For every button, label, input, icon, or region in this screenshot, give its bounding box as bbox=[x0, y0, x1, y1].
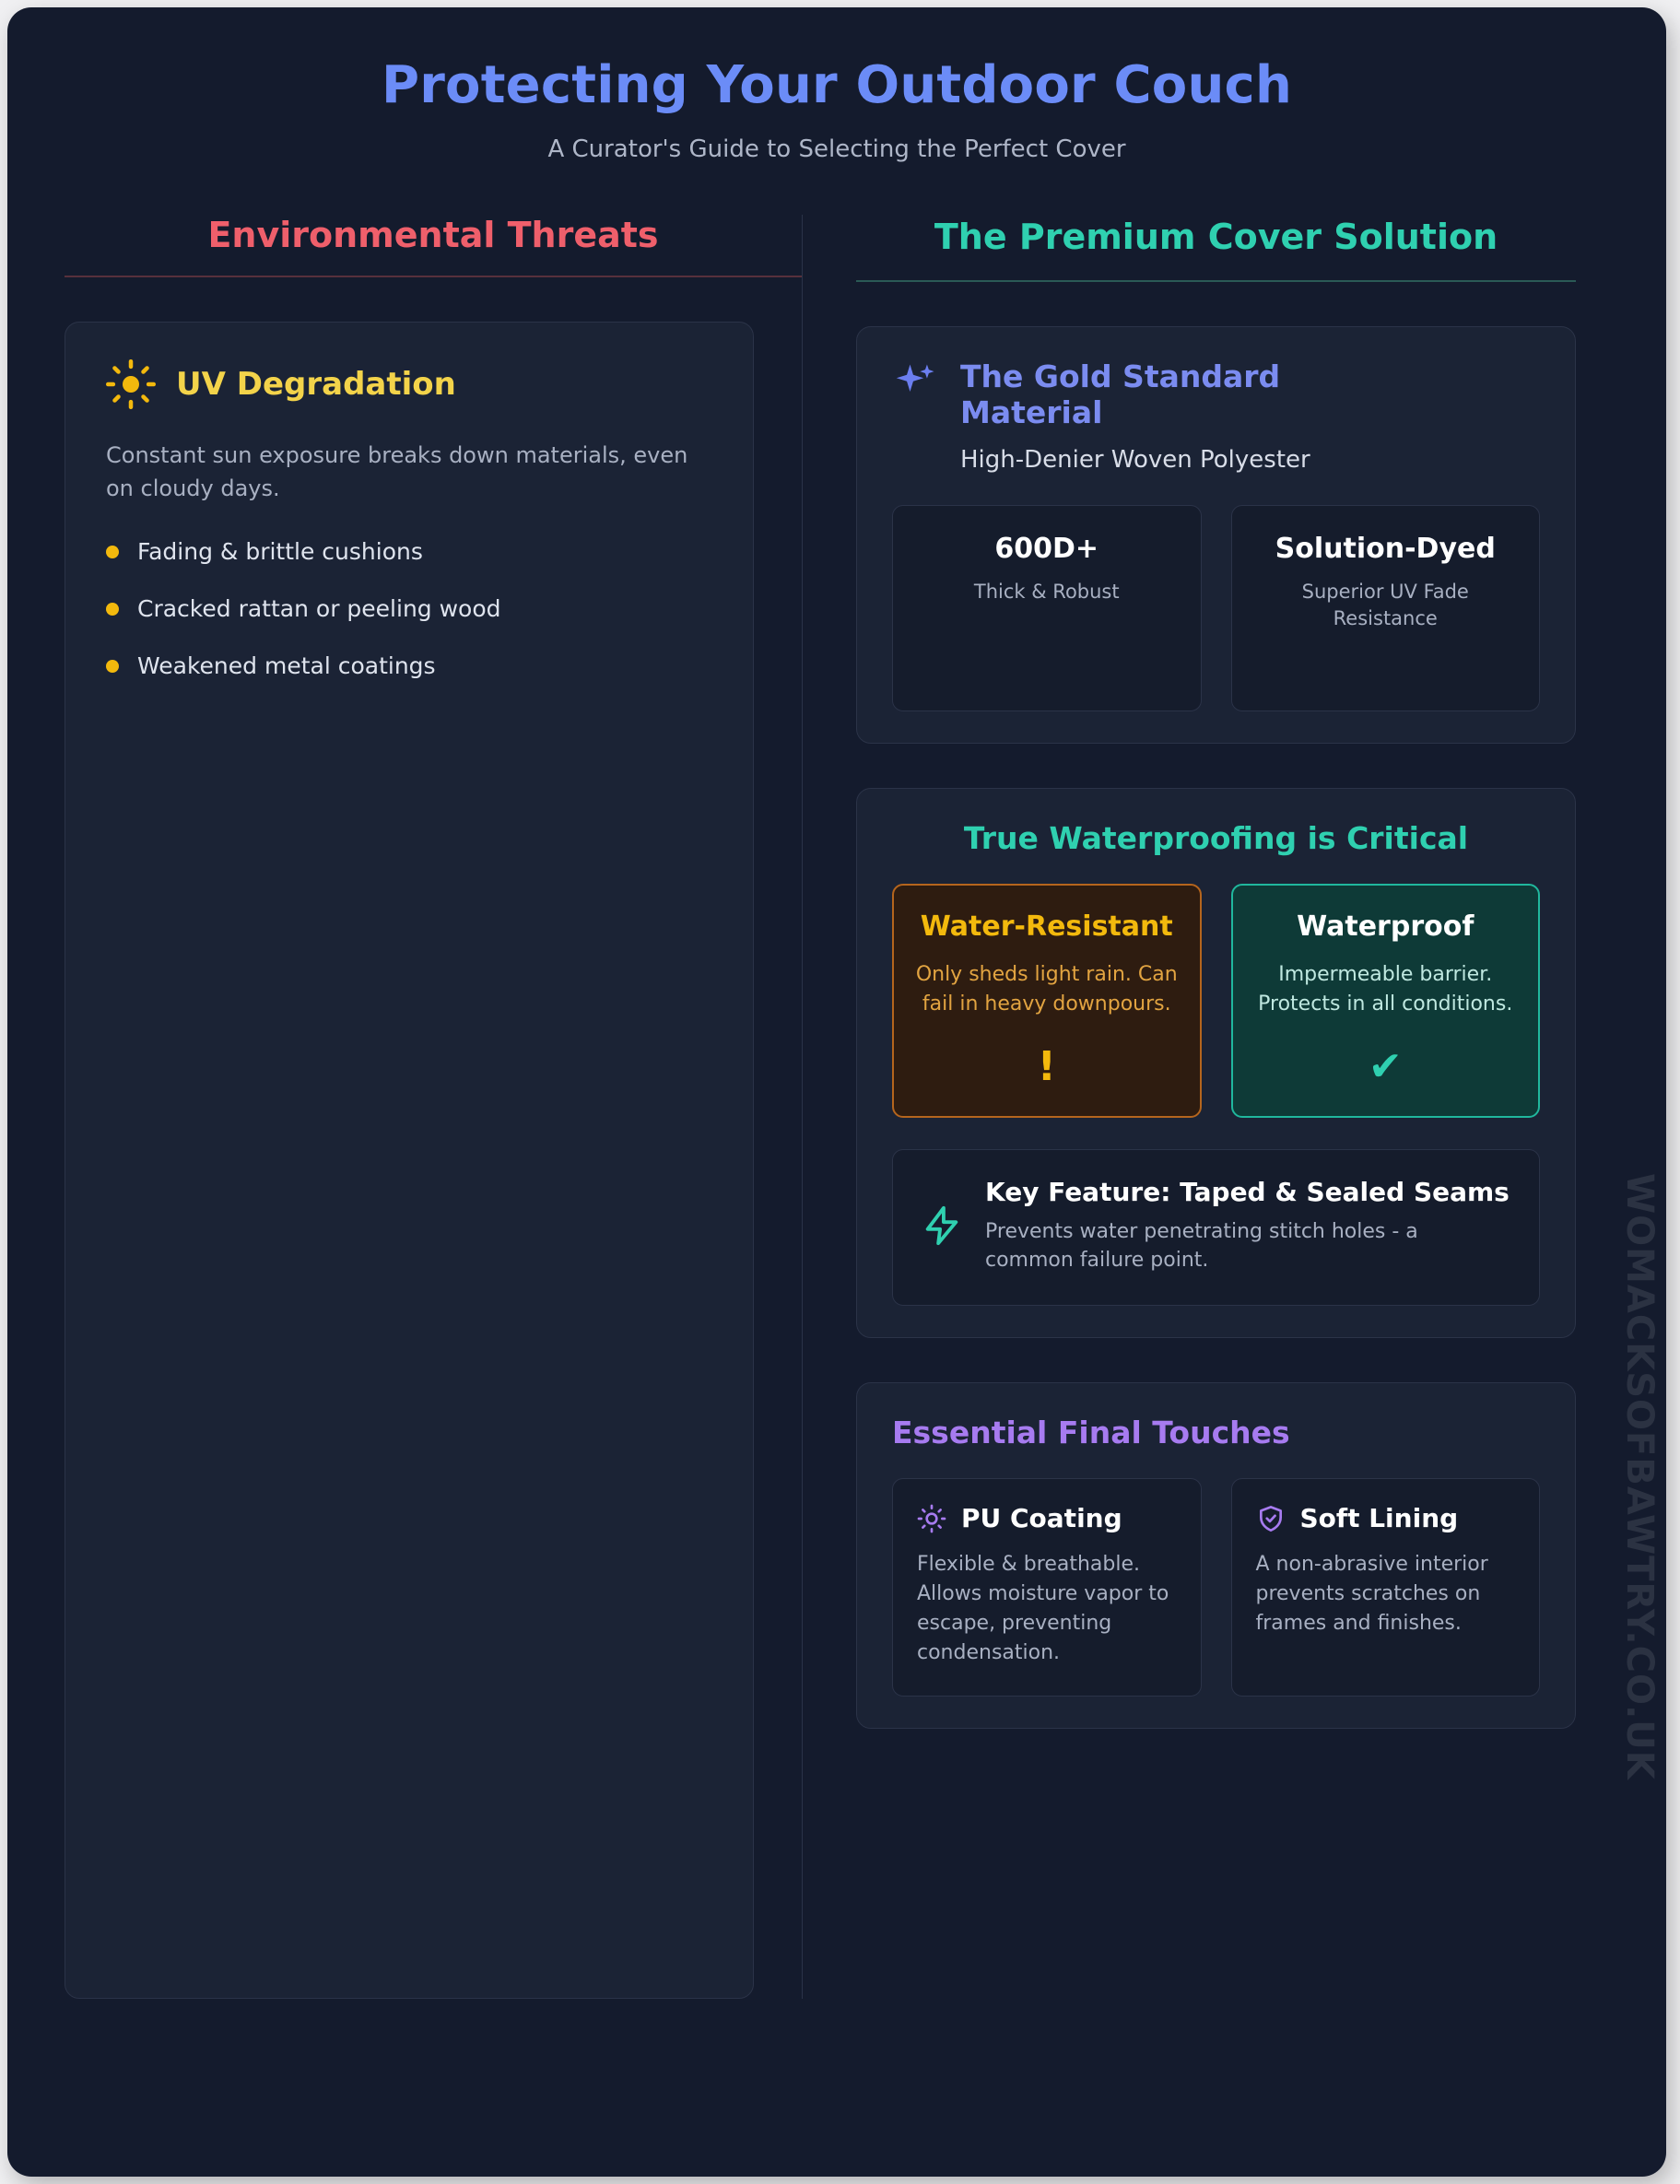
water-resistant-card bbox=[892, 884, 1202, 1118]
threat-bullet-list bbox=[106, 538, 712, 679]
warning-mark-icon: ! bbox=[1037, 1043, 1056, 1091]
feature-card bbox=[892, 1149, 1540, 1306]
material-subtitle: High-Denier Woven Polyester bbox=[960, 445, 1310, 474]
feature-text: Prevents water penetrating stitch holes - a common failure point. bbox=[985, 1220, 1418, 1273]
list-item-label: Fading & brittle cushions bbox=[137, 538, 423, 565]
threat-description: Constant sun exposure breaks down materials, even on cloudy days. bbox=[106, 442, 688, 501]
pu-coating-card bbox=[892, 1478, 1202, 1697]
spec-title: 600D+ bbox=[994, 532, 1099, 565]
bolt-icon bbox=[921, 1204, 963, 1247]
threat-card bbox=[65, 322, 754, 1999]
watermark: WOMACKSOFBAWTRY.CO.UK bbox=[1618, 1173, 1661, 1780]
sun-small-icon bbox=[917, 1504, 946, 1533]
waterproof-title: Waterproof bbox=[1297, 910, 1474, 943]
threat-title: UV Degradation bbox=[176, 366, 456, 403]
threat-header bbox=[106, 359, 712, 409]
pu-coating-text: Flexible & breathable. Allows moisture vapor to escape, preventing condensation. bbox=[917, 1553, 1169, 1664]
material-title: The Gold Standard Material bbox=[960, 358, 1281, 431]
spec-card bbox=[1231, 505, 1541, 711]
list-item bbox=[106, 538, 712, 565]
left-column-heading: Environmental Threats bbox=[65, 215, 802, 277]
check-mark-icon: ✔ bbox=[1368, 1043, 1403, 1091]
page-title: Protecting Your Outdoor Couch bbox=[381, 55, 1293, 115]
spec-title: Solution-Dyed bbox=[1275, 532, 1496, 565]
page-subtitle: A Curator's Guide to Selecting the Perfect Cover bbox=[547, 135, 1126, 163]
waterproof-text: Impermeable barrier. Protects in all conditions. bbox=[1258, 963, 1513, 1016]
spec-subtitle: Thick & Robust bbox=[973, 581, 1120, 604]
waterproof-card bbox=[1231, 884, 1541, 1118]
spec-card bbox=[892, 505, 1202, 711]
waterproofing-panel bbox=[856, 788, 1576, 1338]
sun-icon bbox=[106, 359, 156, 409]
bullet-dot-icon bbox=[106, 603, 119, 616]
soft-lining-title: Soft Lining bbox=[1299, 1503, 1459, 1534]
soft-lining-text: A non-abrasive interior prevents scratches on frames and finishes. bbox=[1255, 1553, 1488, 1635]
content-columns bbox=[7, 215, 1666, 1999]
right-column-heading: The Premium Cover Solution bbox=[856, 215, 1576, 282]
final-touches-row bbox=[892, 1478, 1540, 1697]
shield-check-icon bbox=[1256, 1504, 1286, 1533]
list-item-label: Cracked rattan or peeling wood bbox=[137, 595, 501, 622]
material-spec-row bbox=[892, 505, 1540, 711]
material-panel bbox=[856, 326, 1576, 744]
pu-coating-title: PU Coating bbox=[961, 1503, 1122, 1534]
feature-title: Key Feature: Taped & Sealed Seams bbox=[985, 1177, 1510, 1208]
final-touches-title: Essential Final Touches bbox=[892, 1415, 1290, 1451]
soft-lining-header bbox=[1256, 1503, 1516, 1533]
list-item bbox=[106, 595, 712, 622]
list-item bbox=[106, 652, 712, 679]
water-resistant-text: Only sheds light rain. Can fail in heavy downpours. bbox=[915, 963, 1178, 1016]
bullet-dot-icon bbox=[106, 660, 119, 673]
pu-coating-header bbox=[917, 1503, 1177, 1533]
list-item-label: Weakened metal coatings bbox=[137, 652, 436, 679]
bullet-dot-icon bbox=[106, 546, 119, 558]
soft-lining-card bbox=[1231, 1478, 1541, 1697]
spec-subtitle: Superior UV Fade Resistance bbox=[1301, 581, 1469, 629]
water-resistant-title: Water-Resistant bbox=[920, 910, 1173, 943]
material-header bbox=[892, 358, 1540, 474]
left-column bbox=[65, 215, 802, 1999]
final-touches-panel bbox=[856, 1382, 1576, 1729]
right-column bbox=[802, 215, 1576, 1999]
sparkle-icon bbox=[892, 358, 940, 406]
waterproofing-title: True Waterproofing is Critical bbox=[963, 819, 1469, 856]
infographic-sheet bbox=[7, 7, 1666, 2177]
waterproofing-compare-row bbox=[892, 884, 1540, 1118]
